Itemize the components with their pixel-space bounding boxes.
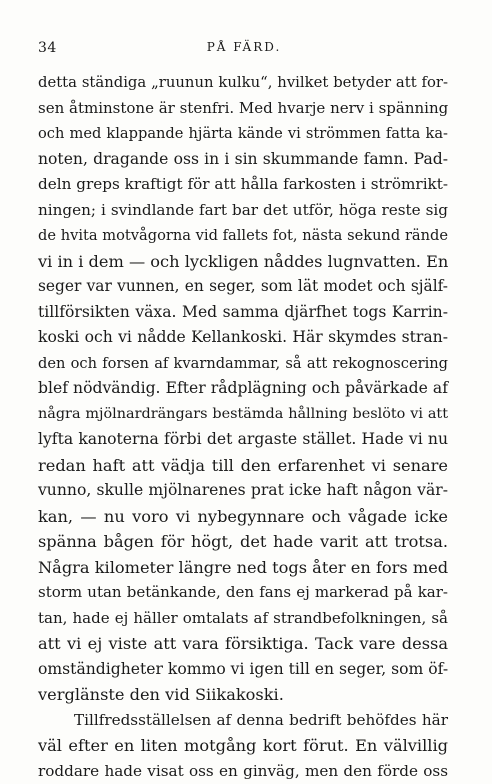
text-line: spänna bågen för högt, det hade varit att trotsa. xyxy=(38,532,448,551)
text-line: den och forsen af kvarndammar, så att rekognoscering xyxy=(38,354,448,372)
text-line: tillförsikten växa. Med samma djärfhet togs Karrin- xyxy=(38,302,448,321)
text-line: noten, dragande oss in i sin skummande famn. Pad- xyxy=(38,149,448,168)
text-line: kan, — nu voro vi nybegynnare och vågade icke xyxy=(38,506,448,526)
text-line: redan haft att vädja till den erfarenhet vi senare xyxy=(38,455,448,475)
text-line: tan, hade ej häller omtalats af strandbefolkningen, så xyxy=(38,608,448,627)
text-line: deln greps kraftigt för att hålla farkosten i strömrikt- xyxy=(38,175,448,193)
text-line: några mjölnardrängars bestämda hållning beslöto vi att xyxy=(38,405,448,422)
text-line: och med klappande hjärta kände vi strömmen fatta ka- xyxy=(38,125,448,142)
body-text xyxy=(38,70,448,784)
text-line: Några kilometer längre ned togs åter en fors med xyxy=(38,557,449,577)
text-line: de hvita motvågorna vid fallets fot, nästa sekund rände xyxy=(38,227,448,244)
text-line: att vi ej viste att vara försiktiga. Tack vare dessa xyxy=(38,634,448,653)
text-line: väl efter en liten motgång kort förut. En välvillig xyxy=(38,736,448,755)
text-line: lyfta kanoterna förbi det argaste stället. Hade vi nu xyxy=(38,430,448,448)
page-number: 34 xyxy=(38,40,57,56)
text-line: detta ständiga „ruunun kulku“, hvilket betyder att for- xyxy=(38,74,448,91)
text-line: seger var vunnen, en seger, som lät modet och själf- xyxy=(38,277,448,295)
text-line: roddare hade visat oss en ginväg, men den förde oss xyxy=(38,761,448,780)
page-header xyxy=(38,40,450,60)
text-line: vunno, skulle mjölnarenes prat icke haft någon vär- xyxy=(38,481,448,499)
text-line: vi in i dem — och lyckligen nåddes lugnvatten. En xyxy=(38,251,449,271)
running-title: PÅ FÄRD. xyxy=(206,40,282,54)
text-line: storm utan betänkande, den fans ej markerad på kar- xyxy=(38,583,448,601)
text-line: koski och vi nådde Kellankoski. Här skymdes stran- xyxy=(38,328,448,346)
paragraph-start-line: Tillfredsställelsen af denna bedrift behöfdes här xyxy=(74,710,448,729)
paragraph-end-line: verglänste den vid Siikakoski. xyxy=(38,685,284,704)
text-line: omständigheter kommo vi igen till en seger, som öf- xyxy=(38,659,449,678)
text-line: ningen; i svindlande fart bar det utför, höga reste sig xyxy=(38,200,448,219)
text-line: sen åtminstone är stenfri. Med hvarje nerv i spänning xyxy=(38,98,449,117)
text-line: blef nödvändig. Efter rådplägning och påvärkade af xyxy=(38,379,448,397)
